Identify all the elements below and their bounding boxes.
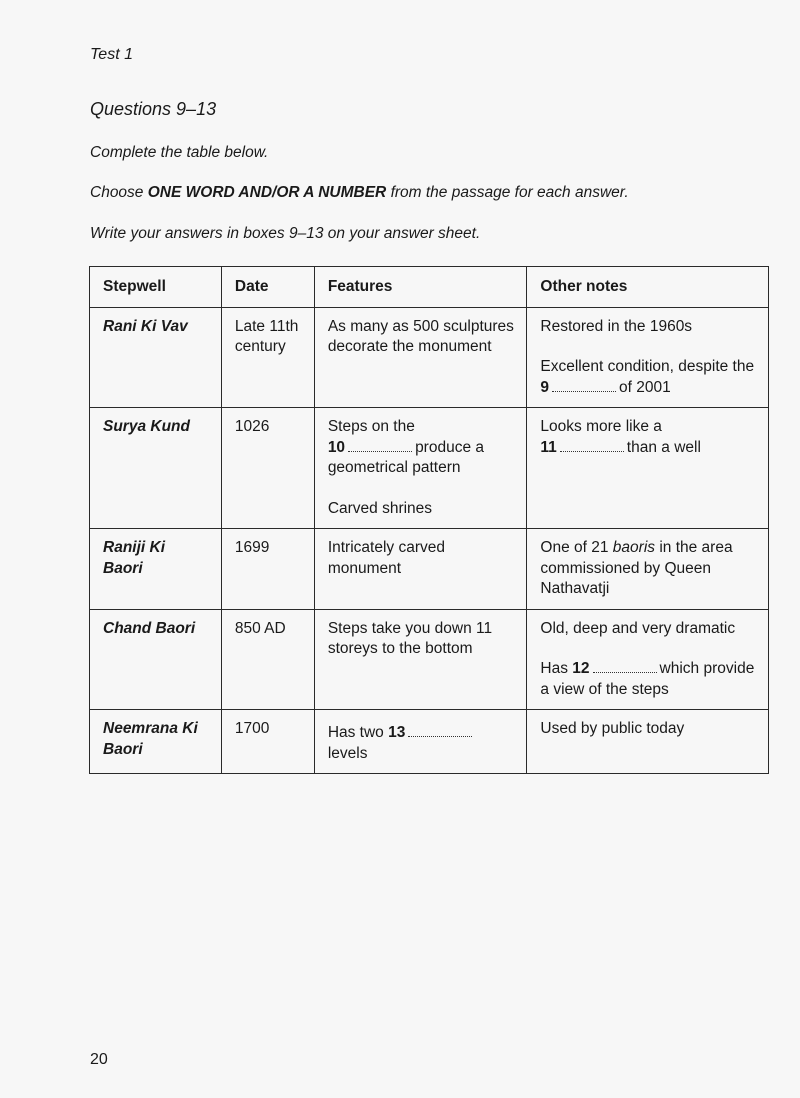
answer-blank-13[interactable] xyxy=(408,724,472,737)
table-row xyxy=(90,529,769,610)
notes-text: One of 21 xyxy=(540,539,609,556)
stepwell-name: Rani Ki Vav xyxy=(90,307,222,408)
notes-text: of 2001 xyxy=(619,378,671,396)
stepwell-features xyxy=(314,609,527,710)
stepwell-features xyxy=(314,529,527,610)
stepwell-name: Neemrana Ki Baori xyxy=(90,710,222,774)
notes-text: Excellent condition, despite the xyxy=(540,358,755,375)
notes-italic: baoris xyxy=(612,539,656,556)
stepwell-notes xyxy=(527,408,769,529)
stepwell-notes xyxy=(527,609,769,710)
features-text: levels xyxy=(327,744,368,762)
stepwell-date: 1026 xyxy=(221,408,314,529)
question-number: 11 xyxy=(540,438,557,456)
question-number: 9 xyxy=(540,378,550,396)
question-number: 13 xyxy=(388,724,406,741)
notes-text: Has xyxy=(540,660,568,677)
test-label: Test 1 xyxy=(90,46,133,63)
header-date: Date xyxy=(221,267,314,308)
answer-blank-9[interactable] xyxy=(552,379,616,392)
table-row xyxy=(90,408,769,529)
header-features: Features xyxy=(314,267,527,308)
answer-blank-11[interactable] xyxy=(560,439,624,452)
instruction-choose-post: from the passage for each answer. xyxy=(386,184,629,201)
table-row xyxy=(90,609,769,710)
stepwell-notes xyxy=(527,307,769,408)
header-other-notes: Other notes xyxy=(527,267,769,308)
stepwell-date: 1699 xyxy=(221,529,314,610)
questions-title: Questions 9–13 xyxy=(90,99,217,119)
header-stepwell: Stepwell xyxy=(90,267,222,308)
answer-blank-10[interactable] xyxy=(348,439,412,452)
stepwell-name: Surya Kund xyxy=(90,408,222,529)
notes-text: in the area commissioned by Queen Nathavatji xyxy=(540,539,733,597)
question-number: 10 xyxy=(327,438,346,456)
features-text: produce a geometrical pattern xyxy=(327,438,485,476)
question-number: 12 xyxy=(572,660,590,677)
instruction-choose xyxy=(90,184,629,202)
stepwell-features xyxy=(314,307,527,408)
stepwell-date: 850 AD xyxy=(221,609,314,710)
table-row xyxy=(90,307,769,408)
table-row xyxy=(90,710,769,774)
notes-text: which provide a view of the steps xyxy=(540,660,755,698)
page-number: 20 xyxy=(90,1051,108,1068)
stepwell-notes xyxy=(527,710,769,774)
features-text: Steps take you down 11 storeys to the bottom xyxy=(327,619,493,657)
notes-text: Looks more like a xyxy=(540,418,662,435)
instruction-choose-bold: ONE WORD AND/OR A NUMBER xyxy=(147,184,387,201)
stepwell-notes xyxy=(527,529,769,610)
features-text: As many as 500 sculptures decorate the monument xyxy=(327,317,514,355)
features-text: Has two xyxy=(327,724,384,741)
stepwell-features xyxy=(314,710,527,774)
stepwell-table xyxy=(89,266,769,774)
stepwell-name: Raniji Ki Baori xyxy=(90,529,222,610)
instruction-choose-pre: Choose xyxy=(90,184,148,201)
features-text: Steps on the xyxy=(327,418,415,435)
answer-blank-12[interactable] xyxy=(593,660,657,673)
notes-text: Restored in the 1960s xyxy=(540,317,693,335)
instruction-write-answers: Write your answers in boxes 9–13 on your answer sheet. xyxy=(90,225,481,242)
stepwell-name: Chand Baori xyxy=(90,609,222,710)
instruction-complete-table: Complete the table below. xyxy=(90,144,269,161)
stepwell-date: 1700 xyxy=(221,710,314,774)
notes-text: Used by public today xyxy=(540,720,685,737)
table-header-row xyxy=(90,267,769,308)
notes-text: Old, deep and very dramatic xyxy=(540,619,736,637)
features-text: Carved shrines xyxy=(327,499,433,517)
stepwell-features xyxy=(314,408,527,529)
stepwell-date: Late 11th century xyxy=(221,307,314,408)
notes-text: than a well xyxy=(626,438,701,456)
features-text: Intricately carved monument xyxy=(327,539,445,577)
